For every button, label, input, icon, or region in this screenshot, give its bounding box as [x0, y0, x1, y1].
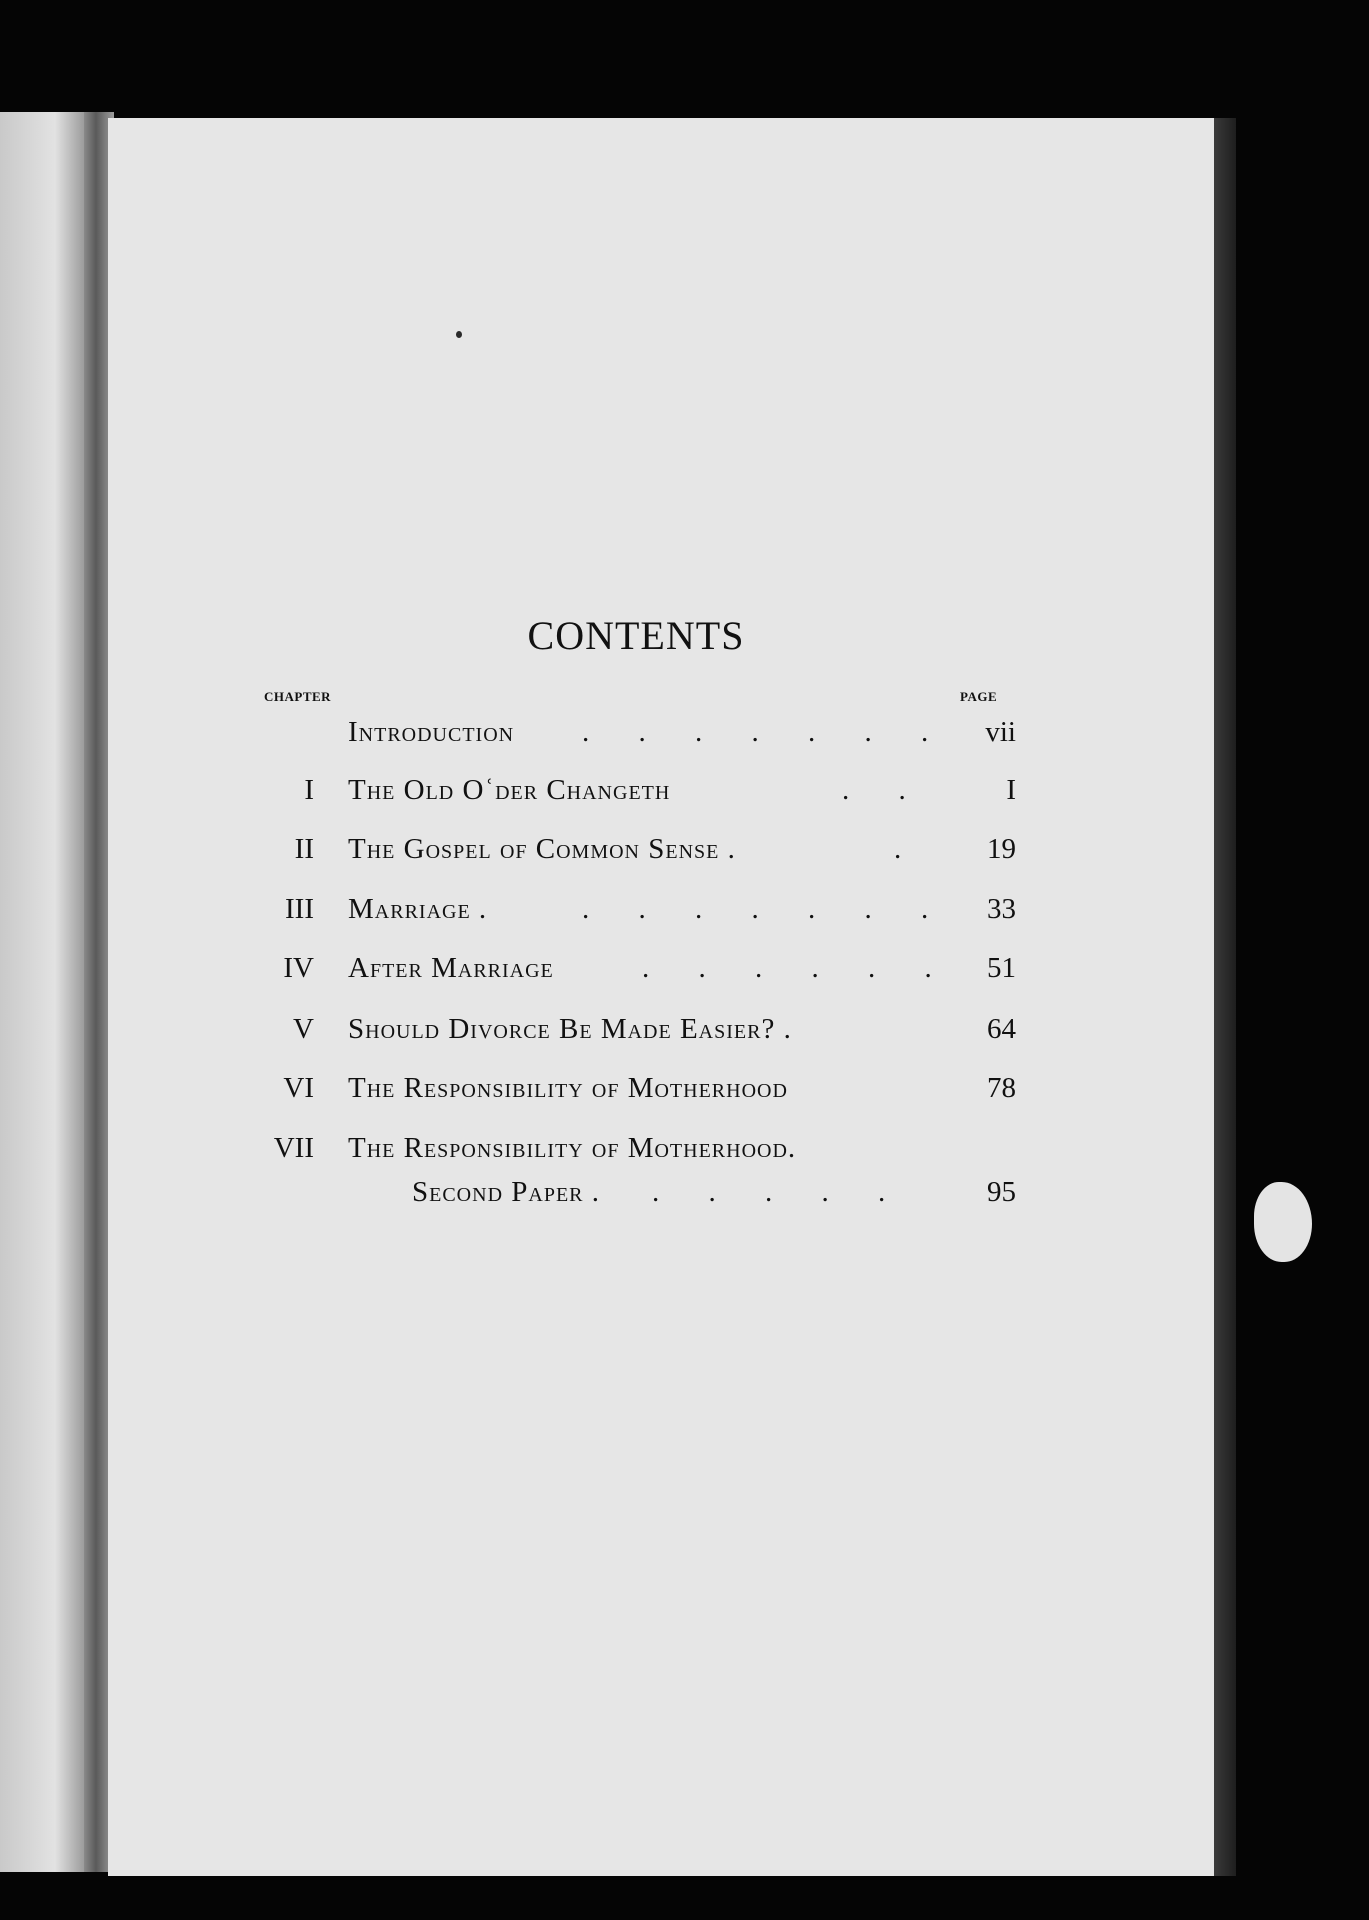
chapter-title: The Responsibility of Motherhood.: [348, 1132, 797, 1164]
chapter-number: I: [304, 774, 314, 806]
chapter-title: Marriage .: [348, 893, 488, 925]
leader-dots: . . . . .: [652, 1176, 907, 1208]
chapter-number: II: [294, 833, 314, 865]
page-number: 78: [987, 1072, 1016, 1104]
page-number: 33: [987, 893, 1016, 925]
page-column-header: PAGE: [960, 689, 998, 704]
toc-entry-chapter-4: [250, 948, 1016, 988]
page-number: vii: [985, 716, 1016, 748]
page-number: 95: [987, 1176, 1016, 1208]
chapter-number: V: [293, 1013, 314, 1045]
page-number: I: [1006, 774, 1016, 806]
chapter-title-continuation: Second Paper .: [412, 1176, 601, 1208]
chapter-number: VI: [283, 1072, 314, 1104]
chapter-title: Should Divorce Be Made Easier? .: [348, 1013, 792, 1045]
page-number: 64: [987, 1013, 1016, 1045]
toc-entry-chapter-5: [250, 1009, 1016, 1049]
chapter-title: The Gospel of Common Sense .: [348, 833, 736, 865]
chapter-number: IV: [283, 952, 314, 984]
leader-dots: . .: [842, 774, 927, 806]
page-number: 51: [987, 952, 1016, 984]
leader-dots: .: [894, 833, 923, 865]
leader-dots: . . . . . .: [642, 952, 953, 984]
toc-entry-chapter-7-continuation: [250, 1172, 1016, 1212]
chapter-title: Introduction: [348, 716, 515, 748]
toc-entry-introduction: [250, 712, 1016, 752]
page-number: 19: [987, 833, 1016, 865]
page-title: CONTENTS: [527, 613, 745, 658]
chapter-column-header: CHAPTER: [264, 689, 332, 704]
chapter-number: VII: [273, 1132, 314, 1164]
chapter-number: III: [285, 893, 314, 925]
ink-speck: [456, 331, 462, 338]
toc-entry-chapter-2: [250, 829, 1016, 869]
chapter-title: After Marriage: [348, 952, 554, 984]
chapter-title: The Responsibility of Motherhood: [348, 1072, 788, 1104]
toc-entry-chapter-3: [250, 889, 1016, 929]
leader-dots: . . . . . . .: [582, 893, 950, 925]
leader-dots: . . . . . . .: [582, 716, 950, 748]
chapter-title: The Old Oʿder Changeth: [348, 774, 671, 806]
toc-entry-chapter-7: [250, 1128, 1016, 1168]
page-edge-shadow: [1214, 118, 1236, 1876]
toc-entry-chapter-6: [250, 1068, 1016, 1108]
toc-entry-chapter-1: [250, 770, 1016, 810]
paper-blemish: [1254, 1182, 1312, 1262]
book-page: [108, 118, 1216, 1876]
